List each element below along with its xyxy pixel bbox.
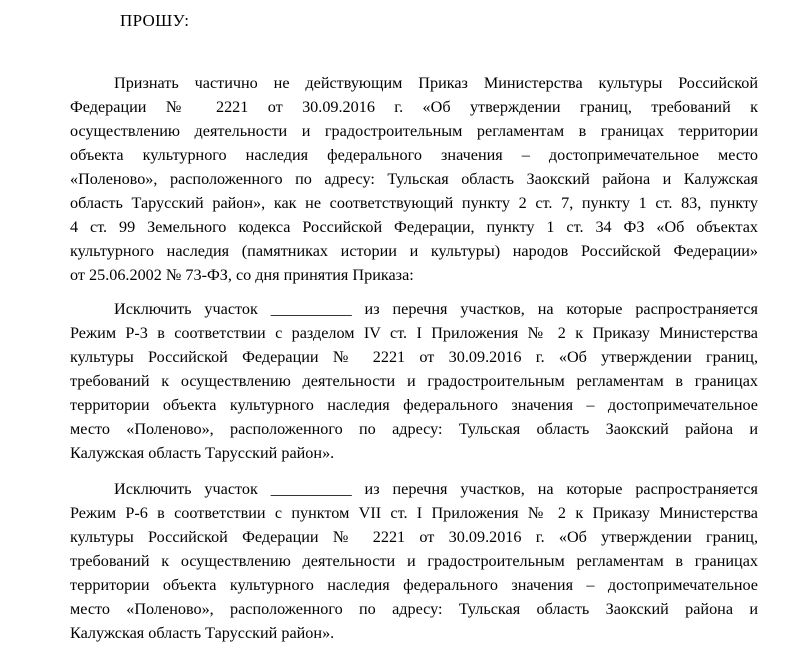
paragraph-line: объекта культурного наследия федерального значения – достопримечательное место [70, 146, 758, 164]
paragraph-line: культуры Российской Федерации № 2221 от 30.09.2016 г. «Об утверждении границ, [70, 348, 758, 366]
paragraph-exclude-regime-r3 [70, 297, 758, 465]
paragraph-recognize-order [70, 71, 758, 287]
paragraph-line: Режим Р-3 в соответствии с разделом IV ст. I Приложения № 2 к Приказу Министерства [70, 324, 758, 342]
paragraph-line: от 25.06.2002 № 73-ФЗ, со дня принятия Приказа: [70, 266, 414, 284]
paragraph-line: 4 ст. 99 Земельного кодекса Российской Федерации, пункту 1 ст. 34 ФЗ «Об объектах [70, 218, 758, 236]
paragraph-line: Исключить участок __________ из перечня участков, на которые распространяется [114, 300, 758, 318]
paragraph-line: Исключить участок __________ из перечня участков, на которые распространяется [114, 480, 758, 498]
paragraph-line: требований к осуществлению деятельности и градостроительным регламентам в границах [70, 372, 758, 390]
paragraph-exclude-regime-r6 [70, 477, 758, 645]
paragraph-line: Калужская область Тарусский район». [70, 624, 335, 642]
paragraph-line: территории объекта культурного наследия федерального значения – достопримечательное [70, 396, 758, 414]
paragraph-line: территории объекта культурного наследия федерального значения – достопримечательное [70, 576, 758, 594]
paragraph-line: Калужская область Тарусский район». [70, 444, 335, 462]
paragraph-line: осуществлению деятельности и градостроительным регламентам в границах территории [70, 122, 758, 140]
paragraph-line: требований к осуществлению деятельности и градостроительным регламентам в границах [70, 552, 758, 570]
paragraph-line: Режим Р-6 в соответствии с пунктом VII ст. I Приложения № 2 к Приказу Министерства [70, 504, 758, 522]
paragraph-line: Федерации № 2221 от 30.09.2016 г. «Об утверждении границ, требований к [70, 98, 758, 116]
paragraph-line: Признать частично не действующим Приказ Министерства культуры Российской [114, 74, 758, 92]
paragraph-line: культуры Российской Федерации № 2221 от 30.09.2016 г. «Об утверждении границ, [70, 528, 758, 546]
document-heading: ПРОШУ: [120, 11, 190, 30]
paragraph-line: область Тарусский район», как не соответствующий пункту 2 ст. 7, пункту 1 ст. 83, пункту [70, 194, 758, 212]
paragraph-line: «Поленово», расположенного по адресу: Тульская область Заокский района и Калужская [70, 170, 758, 188]
paragraph-line: место «Поленово», расположенного по адресу: Тульская область Заокский района и [70, 600, 758, 618]
paragraph-line: культурного наследия (памятниках истории и культуры) народов Российской Федерации» [70, 242, 758, 260]
paragraph-line: место «Поленово», расположенного по адресу: Тульская область Заокский района и [70, 420, 758, 438]
